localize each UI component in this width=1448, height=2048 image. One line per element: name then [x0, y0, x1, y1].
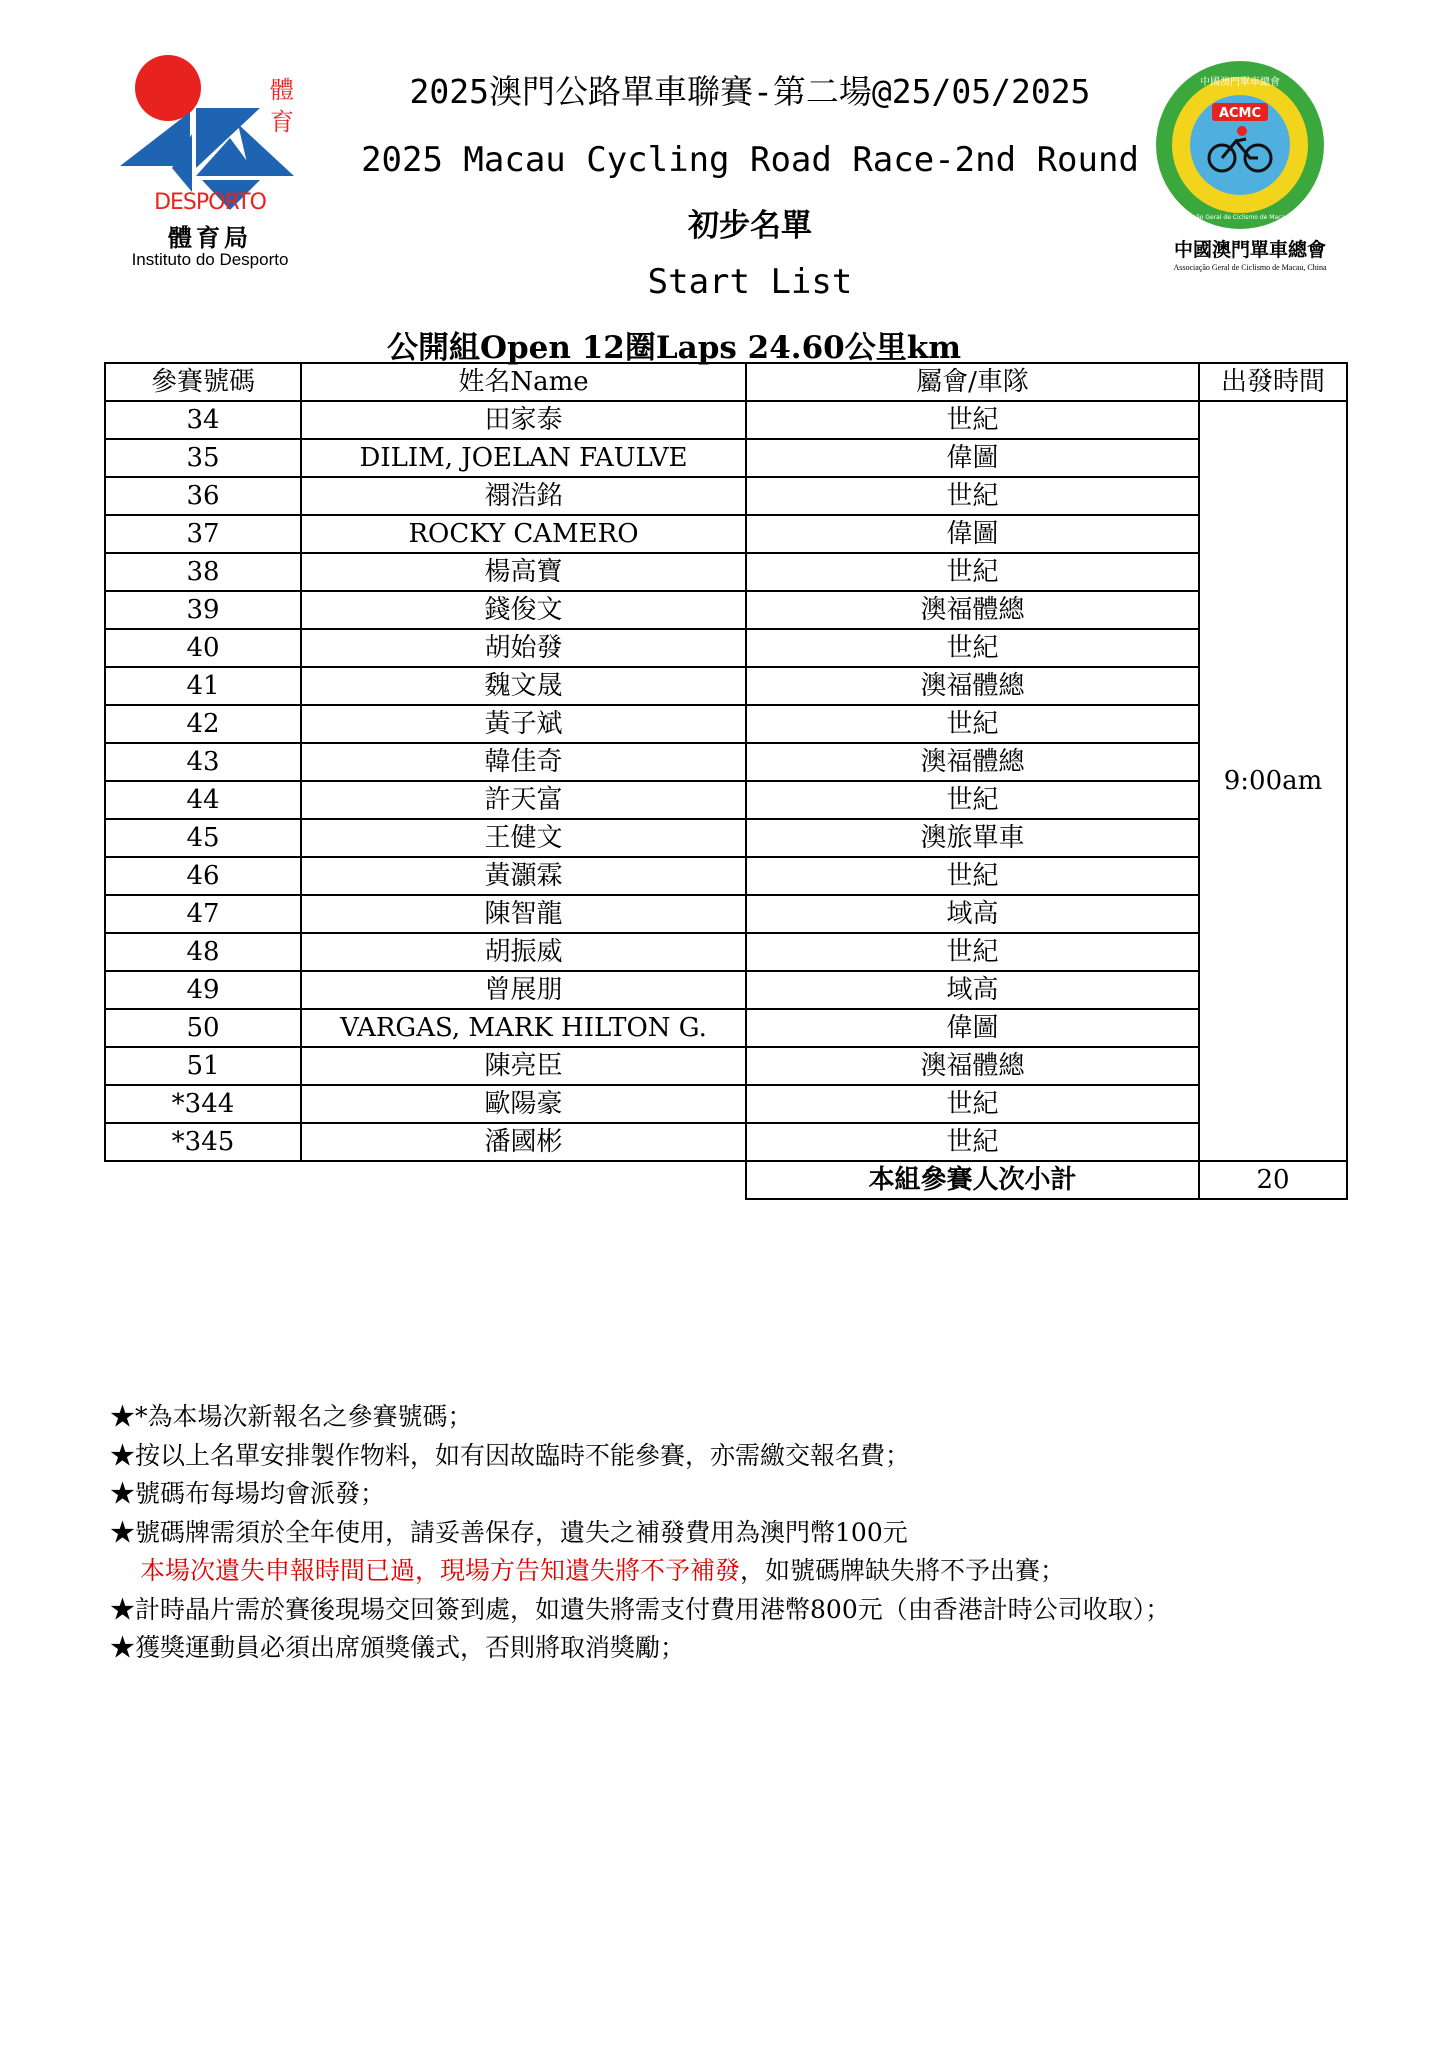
- ring-bottom-text: Associação Geral de Ciclismo de Macau, China: [1170, 214, 1310, 221]
- group-info: 公開組Open 12圈Laps 24.60公里km: [386, 330, 962, 366]
- table-row: [105, 401, 1347, 439]
- bib-number: 50: [105, 1009, 301, 1047]
- rider-team: 世紀: [746, 629, 1199, 667]
- table-header-row: [105, 363, 1347, 401]
- rider-team: 澳福體總: [746, 743, 1199, 781]
- rider-name: ROCKY CAMERO: [301, 515, 746, 553]
- cycling-association-emblem-icon: [1150, 55, 1350, 235]
- note-warning: [110, 1552, 1370, 1591]
- rider-team: 偉圖: [746, 439, 1199, 477]
- bib-number: 37: [105, 515, 301, 553]
- association-name-pt: Associação Geral de Ciclismo de Macau, China: [1173, 263, 1327, 272]
- table-row: [105, 971, 1347, 1009]
- rider-team: 世紀: [746, 1123, 1199, 1161]
- race-title-zh: 2025澳門公路單車聯賽-第二場@25/05/2025: [409, 72, 1091, 111]
- cycling-association-logo: [1150, 55, 1350, 285]
- logo-mark-2: 育: [270, 108, 294, 136]
- start-list-title-zh: 初步名單: [688, 208, 812, 244]
- rider-team: 世紀: [746, 781, 1199, 819]
- bib-number: 36: [105, 477, 301, 515]
- ring-top-text: 中國澳門單車總會: [1200, 77, 1280, 88]
- note-item: ★號碼牌需須於全年使用，請妥善保存，遺失之補發費用為澳門幣100元: [110, 1517, 908, 1547]
- logo-brand: DESPORTO: [154, 190, 266, 215]
- rider-team: 世紀: [746, 1085, 1199, 1123]
- bib-number: 34: [105, 401, 301, 439]
- bib-number: 45: [105, 819, 301, 857]
- note-item: ★按以上名單安排製作物料，如有因故臨時不能參賽，亦需繳交報名費；: [110, 1440, 911, 1470]
- bib-number: 46: [105, 857, 301, 895]
- rider-name: 許天富: [301, 781, 746, 819]
- sports-bureau-logo: [110, 50, 310, 280]
- table-row: [105, 895, 1347, 933]
- rider-name: 禤浩銘: [301, 477, 746, 515]
- note-item: ★獲獎運動員必須出席頒獎儀式，否則將取消獎勵；: [110, 1633, 686, 1662]
- bib-number: *344: [105, 1085, 301, 1123]
- start-time: 9:00am: [1199, 401, 1347, 1161]
- col-header-name: 姓名Name: [301, 363, 746, 401]
- rider-team: 偉圖: [746, 1009, 1199, 1047]
- table-row: [105, 553, 1347, 591]
- rider-name: 韓佳奇: [301, 743, 746, 781]
- bib-number: 39: [105, 591, 301, 629]
- table-row: [105, 629, 1347, 667]
- acmc-badge: ACMC: [1218, 106, 1262, 121]
- col-header-start-time: 出發時間: [1199, 363, 1347, 401]
- table-row: [105, 515, 1347, 553]
- summary-count: 20: [1199, 1161, 1347, 1199]
- bib-number: 51: [105, 1047, 301, 1085]
- rider-team: 世紀: [746, 705, 1199, 743]
- rider-name: 陳亮臣: [301, 1047, 746, 1085]
- rider-name: 胡振威: [301, 933, 746, 971]
- rider-team: 世紀: [746, 401, 1199, 439]
- bib-number: 43: [105, 743, 301, 781]
- rider-name: 王健文: [301, 819, 746, 857]
- rider-name: 黃子斌: [301, 705, 746, 743]
- bib-number: 44: [105, 781, 301, 819]
- rider-name: DILIM, JOELAN FAULVE: [301, 439, 746, 477]
- rider-team: 澳福體總: [746, 667, 1199, 705]
- bib-number: 35: [105, 439, 301, 477]
- col-header-number: 參賽號碼: [105, 363, 301, 401]
- table-row: [105, 1123, 1347, 1161]
- table-row: [105, 933, 1347, 971]
- table-row: [105, 667, 1347, 705]
- rider-team: 世紀: [746, 857, 1199, 895]
- rider-team: 域高: [746, 895, 1199, 933]
- start-list-title-en: Start List: [647, 262, 853, 302]
- rider-name: 胡始發: [301, 629, 746, 667]
- logo-name-zh: 體育局: [168, 224, 252, 252]
- table-row: [105, 1085, 1347, 1123]
- col-header-team: 屬會/車隊: [746, 363, 1199, 401]
- table-row: [105, 819, 1347, 857]
- rider-name: 魏文晟: [301, 667, 746, 705]
- bib-number: 47: [105, 895, 301, 933]
- table-body: [105, 401, 1347, 1199]
- logo-mark-1: 體: [270, 76, 294, 104]
- notes-section: [110, 1398, 1370, 1668]
- rider-name: 陳智龍: [301, 895, 746, 933]
- bib-number: 42: [105, 705, 301, 743]
- table-row: [105, 477, 1347, 515]
- bib-number: 48: [105, 933, 301, 971]
- summary-blank: [105, 1161, 746, 1199]
- note-item: ★計時晶片需於賽後現場交回簽到處，如遺失將需支付費用港幣800元（由香港計時公司收取）；: [110, 1594, 1171, 1624]
- rider-name: 曾展朋: [301, 971, 746, 1009]
- rider-team: 世紀: [746, 933, 1199, 971]
- logo-name-pt: Instituto do Desporto: [131, 250, 289, 269]
- rider-team: 偉圖: [746, 515, 1199, 553]
- table-row: [105, 591, 1347, 629]
- rider-team: 世紀: [746, 477, 1199, 515]
- rider-name: VARGAS, MARK HILTON G.: [301, 1009, 746, 1047]
- note-item: ★*為本場次新報名之參賽號碼；: [110, 1402, 473, 1431]
- start-list-table: [104, 362, 1348, 1200]
- table-row: [105, 1009, 1347, 1047]
- association-name-zh: 中國澳門單車總會: [1173, 239, 1326, 261]
- rider-team: 澳福體總: [746, 1047, 1199, 1085]
- rider-team: 澳福體總: [746, 591, 1199, 629]
- note-warning-red: 本場次遺失申報時間已過，現場方告知遺失將不予補發: [140, 1556, 741, 1585]
- rider-name: 黃灝霖: [301, 857, 746, 895]
- bib-number: 41: [105, 667, 301, 705]
- rider-name: 潘國彬: [301, 1123, 746, 1161]
- bib-number: 49: [105, 971, 301, 1009]
- note-warning-tail: ，如號碼牌缺失將不予出賽；: [740, 1556, 1066, 1585]
- summary-row: [105, 1161, 1347, 1199]
- rider-team: 域高: [746, 971, 1199, 1009]
- rider-name: 錢俊文: [301, 591, 746, 629]
- table-row: [105, 743, 1347, 781]
- rider-team: 世紀: [746, 553, 1199, 591]
- rider-name: 歐陽豪: [301, 1085, 746, 1123]
- rider-name: 田家泰: [301, 401, 746, 439]
- table-row: [105, 439, 1347, 477]
- bib-number: *345: [105, 1123, 301, 1161]
- table-row: [105, 781, 1347, 819]
- bib-number: 38: [105, 553, 301, 591]
- bib-number: 40: [105, 629, 301, 667]
- table-row: [105, 1047, 1347, 1085]
- table-row: [105, 857, 1347, 895]
- table-row: [105, 705, 1347, 743]
- summary-label: 本組參賽人次小計: [746, 1161, 1199, 1199]
- note-item: ★號碼布每場均會派發；: [110, 1479, 386, 1508]
- rider-team: 澳旅單車: [746, 819, 1199, 857]
- rider-name: 楊高寶: [301, 553, 746, 591]
- race-title-en: 2025 Macau Cycling Road Race-2nd Round: [361, 140, 1139, 180]
